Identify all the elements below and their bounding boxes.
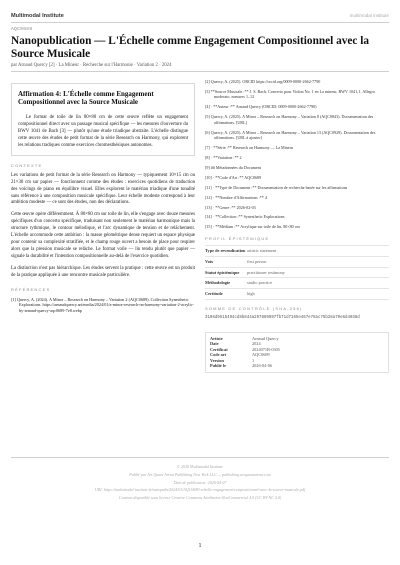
profile-key: Certitude	[205, 289, 247, 300]
reference-item: [7] · **Série :** Research on Harmony — La Mineur	[205, 145, 294, 151]
context-paragraph: La distinction n'est pas hiérarchique. Les études servent la pratique : cette œuvre est un produit de la pratique appliquée à une rencontre musicale particulière.	[11, 265, 195, 278]
byline: par Arnaud Quercy [2] · La Mineur · Recherche sur l'Harmonie · Variation 2 · 2024	[11, 63, 172, 68]
reference-item: [9] ## Métadonnées du Document	[205, 165, 261, 171]
meta-key: Version	[210, 357, 224, 363]
meta-value: 2026-04-06	[252, 363, 273, 369]
reference-item: [12] · **Nombre d'Affirmations :** 4	[205, 194, 267, 200]
context-label: CONTEXTE	[11, 162, 43, 168]
meta-value: 2024071B-0305	[252, 346, 280, 352]
reference-item: [8] · **Variation :** 2	[205, 155, 242, 161]
reference-item: [10] · **Code d'Art :** AQC0689	[205, 174, 262, 180]
reference-item: [3] **Source Musicale :** J. S. Bach, Concerto pour Violon No. 1 en La mineur, BWV 1041, I. Allegro moderato, mesures 1–12	[205, 88, 375, 100]
abstract-box	[11, 83, 195, 156]
document-id: AQC0689	[11, 27, 33, 32]
footer-copyright: © 2026 Multimodal Institute	[176, 464, 224, 469]
document-title: Nanopublication — L'Échelle comme Engagement Compositionnel avec la Source Musicale	[11, 35, 370, 60]
abstract-title: Affirmation 4: L'Échelle comme Engagement Compositionnel avec la Source Musicale	[18, 90, 154, 107]
checksum-value: 3198d9515494cd8b844a297889097fb71d7165e467e78ac75b28a79e6d4038d	[205, 315, 360, 320]
references-label: RÉFÉRENCES	[11, 286, 51, 292]
epistemic-profile-table	[205, 245, 389, 300]
footer-license: Contenu disponible sous licence Creative Commons Attribution-NonCommercial 4.0 (CC BY-NC 4.0)	[118, 495, 282, 501]
institute-name: Multimodal Institute	[11, 13, 64, 19]
context-paragraph: Les variations de petit format de la série Research on Harmony — typiquement 10×15 cm ou 21×30 cm sur papier — fonctionnent comme des études : exercices quotidiens de traduction des voicings de piano en équilibre visuel. Elles explorent le matériau triadique d'une tonalité sans référence à une composition musicale spécifique. Leur échelle modeste correspond à leur ambition modeste — ce sont des études, non des déclarations.	[11, 172, 195, 206]
reference-item: [5] Quercy, A. (2025). A Minor – Research on Harmony – Variation 8 (AQC0843). Documentation des affirmations. [URL]	[205, 114, 374, 125]
meta-key: Code art	[210, 352, 227, 358]
reference-item[interactable]: [1] Quercy, A. (2024). A Minor – Research on Harmony – Variation 2 (AQC0689). Collection Synesthetic Explorations. https://arnaudquercy.art/media/2024/01/a-minor-research-on-harmony-variation-2-acrylic-by-arnaud-quercy-aqc0689-7e8.webp	[11, 296, 194, 313]
meta-key: Publié le	[210, 363, 226, 369]
meta-value: 1	[252, 357, 255, 363]
epistemic-profile-label: PROFIL ÉPISTÉMIQUE	[205, 235, 270, 241]
reference-item: [15] · **Médium :** Acrylique sur toile de lin, 80×80 cm	[205, 224, 300, 230]
profile-key: Statut épistémique	[205, 268, 247, 279]
context-paragraph: Cette œuvre opère différemment. À 80×80 cm sur toile de lin, elle s'engage avec douze mesures spécifiques d'un concerto spécifique, traduisant non seulement le matériau harmonique mais la structure rythmique, le contour mélodique, et l'arc dynamique de tension et de relâchement. L'échelle accommode cette ambition : la masse géométrique dense requiert un espace physique pour contenir sa complexité stratifiée, et le champ rouge ouvert a besoin de place pour respirer alors que la pression musicale se relâche. Le format voile — lin tendu plutôt que papier — signale la durabilité et l'intention compositionnelle au-delà de l'exercice quotidien.	[11, 212, 195, 259]
profile-key: Voix	[205, 257, 247, 268]
footer-publisher[interactable]: Publié par Art Quant Arena Publishing New York LLC — publishing.artquantarena.com	[129, 471, 271, 477]
left-column	[11, 79, 195, 313]
footer-date: Date de publication: 2026-04-07	[173, 479, 227, 485]
profile-key: Méthodologie	[205, 278, 247, 289]
footer-uri[interactable]: URI: https://multimodal-institute.fr/nanopubs/2024/01/AQC0689-echelle-engagement-compositionnel-avec-la-source-musicale.pdf	[94, 487, 306, 493]
metadata-box	[205, 332, 389, 373]
reference-item: [13] · **Genre :** 2026-02-03	[205, 204, 256, 210]
institute-name-right: multimodal institute	[349, 13, 389, 18]
page-number: 1	[198, 543, 202, 549]
meta-value: Arnaud Quercy	[252, 335, 279, 341]
profile-key: Type de revendication	[205, 246, 247, 257]
abstract-body: Le format de toile de lin 80×80 cm de cette œuvre reflète un engagement compositionnel direct avec un passage musical spécifique — les mesures d'ouverture du BWV 1041 de Bach [3] — plutôt qu'une étude triadique abstraite. L'échelle distingue cette œuvre des études de petit format de la série Research on Harmony, qui explorent les relations tradiques comme exercices chromesthésiques autonomes.	[18, 114, 188, 148]
references-list-right	[205, 79, 389, 230]
profile-value: practitioner testimony	[247, 268, 389, 279]
top-bar	[11, 11, 389, 23]
reference-item: [4] · **Auteur :** Arnaud Quercy (ORCID: 0009-0000-2662-7790)	[205, 104, 317, 110]
profile-value: high	[247, 289, 389, 300]
profile-value: studio practice	[247, 278, 389, 289]
profile-value: artistic statement	[247, 246, 389, 257]
footer	[11, 457, 389, 502]
reference-item[interactable]: [2] Quercy, A. (2025). ORCID https://orcid.org/0009-0000-2662-7790	[205, 79, 321, 84]
meta-key: Artiste	[210, 335, 223, 341]
meta-value: 2024	[252, 341, 261, 347]
reference-item: [6] Quercy, A. (2025). A Minor – Research on Harmony – Variation 13 (AQC0929). Documentation des affirmations. [URL à ajouter]	[205, 129, 376, 141]
reference-item: [11] · **Type de Document :** Documentation de recherche basée sur les affirmations	[205, 184, 348, 190]
reference-item: [14] · **Collection :** Synesthetic Explorations	[205, 214, 285, 220]
profile-value: first person	[247, 257, 389, 268]
right-column	[205, 79, 389, 373]
header-divider	[11, 71, 389, 72]
references-list-left	[11, 297, 195, 314]
meta-value: AQC0689	[252, 352, 270, 358]
meta-key: Date	[210, 341, 219, 347]
checksum-label: SOMME DE CONTRÔLE (SHA-256)	[205, 305, 303, 311]
meta-key: Certificat	[210, 346, 228, 352]
